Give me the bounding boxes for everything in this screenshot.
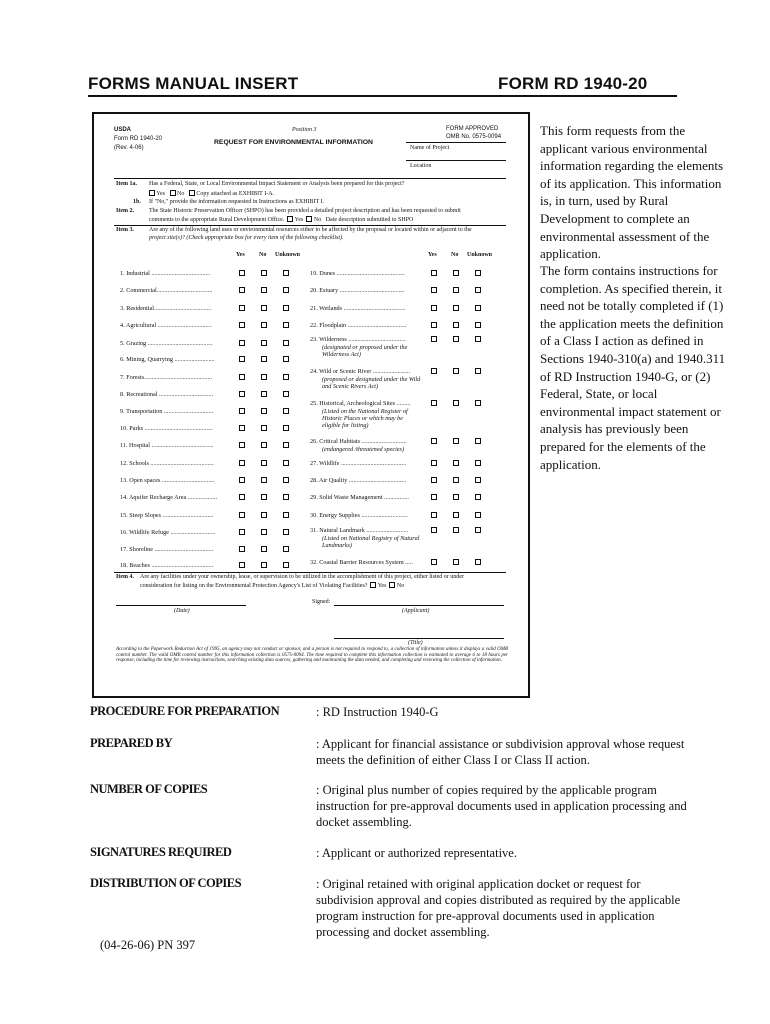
checklist-item-label: 14. Aquifer Recharge Area ................... <box>120 494 218 501</box>
yes-checkbox[interactable] <box>431 270 437 276</box>
unknown-checkbox[interactable] <box>475 477 481 483</box>
no-checkbox[interactable] <box>261 512 267 518</box>
title-line[interactable] <box>334 638 504 639</box>
no-checkbox[interactable] <box>261 287 267 293</box>
manual-title: FORMS MANUAL INSERT <box>88 74 299 93</box>
prepared-by-label: PREPARED BY <box>90 736 173 750</box>
unknown-checkbox[interactable] <box>475 368 481 374</box>
no-checkbox[interactable] <box>453 336 459 342</box>
item1a-copy-label: Copy attached as EXHIBIT I-A. <box>196 191 275 197</box>
unknown-checkbox[interactable] <box>475 559 481 565</box>
checklist-item-label: 13. Open spaces .................................. <box>120 477 215 484</box>
no-checkbox[interactable] <box>261 374 267 380</box>
applicant-caption: (Applicant) <box>402 608 430 614</box>
checklist-item-label: 25. Historical, Archeological Sites ......... <box>310 400 411 407</box>
checklist-item-note: (designated or proposed under the Wilderness Act) <box>322 344 408 358</box>
unknown-checkbox[interactable] <box>475 400 481 406</box>
date-line[interactable] <box>116 605 246 606</box>
checklist-item-label: 22. Floodplain ...................................... <box>310 322 407 329</box>
item1a-copy-checkbox[interactable] <box>189 190 195 196</box>
right-col-no: No <box>451 252 459 258</box>
omb-number: OMB No. 0575-0094 <box>446 134 502 140</box>
no-checkbox[interactable] <box>453 460 459 466</box>
checklist-item-label: 27. Wildlife .......................................... <box>310 460 407 467</box>
unknown-checkbox[interactable] <box>475 438 481 444</box>
item2-yes-label: Yes <box>294 217 304 223</box>
item4-label: Item 4. <box>116 574 134 580</box>
checklist-item-label: 3. Residential..................................... <box>120 305 212 312</box>
unknown-checkbox[interactable] <box>283 305 289 311</box>
form-position: Position 3 <box>292 127 317 133</box>
yes-checkbox[interactable] <box>239 287 245 293</box>
name-of-project-label: Name of Project <box>410 145 450 151</box>
item1a-text: Has a Federal, State, or Local Environmental Impact Statement or Analysis been prepared for this project? <box>149 181 405 187</box>
form-image <box>92 112 530 698</box>
checklist-item-label: 5. Grazing .......................................... <box>120 340 213 347</box>
no-checkbox[interactable] <box>453 494 459 500</box>
no-checkbox[interactable] <box>453 527 459 533</box>
checklist-item-label: 7. Forests............................................ <box>120 374 213 381</box>
yes-checkbox[interactable] <box>239 494 245 500</box>
distribution-value: : Original retained with original application docket or request for subdivision approval and copies distributed as required by the applicable program instruction for pre-approval documents used in application processing and docket assembling. <box>316 877 681 939</box>
yes-checkbox[interactable] <box>431 494 437 500</box>
signatures-required-value: : Applicant or authorized representative. <box>316 846 517 860</box>
no-checkbox[interactable] <box>453 368 459 374</box>
yes-checkbox[interactable] <box>431 287 437 293</box>
unknown-checkbox[interactable] <box>475 527 481 533</box>
procedure-value: : RD Instruction 1940-G <box>316 705 439 719</box>
form-agency: USDA <box>114 127 132 133</box>
yes-checkbox[interactable] <box>431 527 437 533</box>
number-of-copies-value: : Original plus number of copies required by the applicable program instruction for pre-approval documents used in application processing and docket assembling. <box>316 783 687 829</box>
checklist-item-label: 16. Wildlife Refuge ............................. <box>120 529 216 536</box>
checklist-item-label: 19. Dunes ............................................ <box>310 270 405 277</box>
yes-checkbox[interactable] <box>239 270 245 276</box>
no-checkbox[interactable] <box>261 442 267 448</box>
yes-checkbox[interactable] <box>239 477 245 483</box>
no-checkbox[interactable] <box>453 305 459 311</box>
yes-checkbox[interactable] <box>431 477 437 483</box>
left-col-unknown: Unknown <box>275 252 301 258</box>
yes-checkbox[interactable] <box>239 305 245 311</box>
yes-checkbox[interactable] <box>239 374 245 380</box>
unknown-checkbox[interactable] <box>283 391 289 397</box>
unknown-checkbox[interactable] <box>475 336 481 342</box>
right-col-unknown: Unknown <box>467 252 493 258</box>
checklist-item-label: 11. Hospital ........................................ <box>120 442 214 449</box>
yes-checkbox[interactable] <box>239 391 245 397</box>
no-checkbox[interactable] <box>453 400 459 406</box>
procedure-label: PROCEDURE FOR PREPARATION <box>90 704 280 718</box>
form-revision: (Rev. 4-06) <box>114 145 144 151</box>
form-approved: FORM APPROVED <box>446 126 499 132</box>
item4-text-line1: Are any facilities under your ownership, lease, or supervision to be utilized in the accomplishment of this project, either listed or under <box>140 574 464 580</box>
checklist-item-label: 2. Commercial.................................... <box>120 287 213 294</box>
yes-checkbox[interactable] <box>239 529 245 535</box>
footer-code: (04-26-06) PN 397 <box>100 938 196 952</box>
yes-checkbox[interactable] <box>239 425 245 431</box>
no-checkbox[interactable] <box>261 562 267 568</box>
checklist-item-label: 26. Critical Habitats ............................. <box>310 438 407 445</box>
unknown-checkbox[interactable] <box>475 322 481 328</box>
unknown-checkbox[interactable] <box>283 562 289 568</box>
date-caption: (Date) <box>174 608 190 614</box>
unknown-checkbox[interactable] <box>475 287 481 293</box>
unknown-checkbox[interactable] <box>283 270 289 276</box>
item1a-no-label: No <box>177 191 185 197</box>
title-caption: (Title) <box>408 640 423 646</box>
yes-checkbox[interactable] <box>431 322 437 328</box>
checklist-item-label: 1. Industrial ...................................... <box>120 270 211 277</box>
prepared-by-value: : Applicant for financial assistance or subdivision approval whose request meets the definition of either Class I or Class II action. <box>316 737 685 767</box>
yes-checkbox[interactable] <box>239 442 245 448</box>
item2-text-line2: comments to the appropriate Rural Development Office. <box>149 217 285 223</box>
no-checkbox[interactable] <box>453 287 459 293</box>
item3-text-line2: project site(s)? (Check appropriate box for every item of the following checklist). <box>149 235 344 241</box>
item2-text-line1: The State Historic Preservation Officer (SHPO) has been provided a detailed project description and has been requested to submit <box>149 208 461 214</box>
yes-checkbox[interactable] <box>239 512 245 518</box>
item2-no-checkbox[interactable] <box>306 216 312 222</box>
checklist-item-label: 30. Energy Supplies .............................. <box>310 512 408 519</box>
checklist-item-label: 24. Wild or Scenic River ........................ <box>310 368 410 375</box>
unknown-checkbox[interactable] <box>475 305 481 311</box>
unknown-checkbox[interactable] <box>283 442 289 448</box>
no-checkbox[interactable] <box>453 512 459 518</box>
no-checkbox[interactable] <box>261 529 267 535</box>
paperwork-notice: According to the Paperwork Reduction Act of 1995, an agency may not conduct or sponsor, and a person is not required to respond to, a collection of information unless it displays a valid OMB control number. The valid OMB control number for this information collection is 0575-0094. The time required to complete this information collection is estimated to average 6 to 18 hours per response, including the time for reviewing instructions, searching existing data sources, gathering and maintaining the data needed, and completing and reviewing the collection of information. <box>116 647 508 664</box>
unknown-checkbox[interactable] <box>475 270 481 276</box>
right-col-yes: Yes <box>428 252 437 258</box>
checklist-item-label: 10. Parks ............................................ <box>120 425 213 432</box>
checklist-item-label: 31. Natural Landmark ........................... <box>310 527 409 534</box>
item4-no-label: No <box>396 583 405 589</box>
unknown-checkbox[interactable] <box>283 546 289 552</box>
no-checkbox[interactable] <box>453 322 459 328</box>
number-of-copies-label: NUMBER OF COPIES <box>90 782 208 796</box>
no-checkbox[interactable] <box>261 322 267 328</box>
yes-checkbox[interactable] <box>431 512 437 518</box>
checklist-item-note: (Listed on the National Register of Historic Places or which may be eligible for listing) <box>322 408 408 429</box>
yes-checkbox[interactable] <box>431 368 437 374</box>
unknown-checkbox[interactable] <box>475 512 481 518</box>
item2-yes-checkbox[interactable] <box>287 216 293 222</box>
unknown-checkbox[interactable] <box>283 356 289 362</box>
no-checkbox[interactable] <box>453 477 459 483</box>
header-rule <box>88 95 677 97</box>
form-number: Form RD 1940-20 <box>114 136 163 142</box>
checklist-item-label: 32. Coastal Barrier Resources System ..... <box>310 559 413 566</box>
yes-checkbox[interactable] <box>431 438 437 444</box>
item2-date-label: Date description submitted to SHPO <box>325 217 414 223</box>
yes-checkbox[interactable] <box>431 336 437 342</box>
unknown-checkbox[interactable] <box>283 425 289 431</box>
item1a-label: Item 1a. <box>116 181 137 187</box>
checklist-item-note: (proposed or designated under the Wild and Scenic Rivers Act) <box>322 376 421 390</box>
left-col-no: No <box>259 252 267 258</box>
item4-yes-checkbox[interactable] <box>370 582 376 588</box>
no-checkbox[interactable] <box>261 546 267 552</box>
item1a-yes-checkbox[interactable] <box>149 190 155 196</box>
item2-no-label: No <box>313 217 322 223</box>
no-checkbox[interactable] <box>261 425 267 431</box>
left-col-yes: Yes <box>236 252 245 258</box>
no-checkbox[interactable] <box>453 270 459 276</box>
checklist-item-label: 23. Wilderness ..................................... <box>310 336 406 343</box>
checklist-item-note: (Listed on National Registry of Natural Landmarks) <box>322 535 420 549</box>
unknown-checkbox[interactable] <box>283 529 289 535</box>
unknown-checkbox[interactable] <box>283 340 289 346</box>
checklist-item-label: 21. Wetlands ........................................ <box>310 305 406 312</box>
sidebar-paragraph-1: This form requests from the applicant various environmental information regarding the elements of its application. This information is, in turn, used by Rural Development to complete an environmental assessment of the application. <box>540 123 724 262</box>
yes-checkbox[interactable] <box>431 460 437 466</box>
signed-label: Signed: <box>312 599 331 605</box>
no-checkbox[interactable] <box>453 438 459 444</box>
no-checkbox[interactable] <box>261 356 267 362</box>
location-label: Location <box>410 163 432 169</box>
yes-checkbox[interactable] <box>431 400 437 406</box>
unknown-checkbox[interactable] <box>475 460 481 466</box>
item3-label: Item 3. <box>116 227 134 233</box>
unknown-checkbox[interactable] <box>283 460 289 466</box>
unknown-checkbox[interactable] <box>283 494 289 500</box>
checklist-item-note: (endangered /threatened species) <box>322 446 405 453</box>
item1b-label: 1b. <box>133 199 141 205</box>
sidebar-paragraph-2: The form contains instructions for completion. As specified therein, it need not be totally completed if (1) the application meets the definition of a Class I action as defined in Sections 1940-310(a) and 1940.311 of RD Instruction 1940-G, or (2) Federal, State, or local environmental impact statement or analysis has previously been prepared for the elements of the application. <box>540 263 726 472</box>
item4-yes-label: Yes <box>377 583 387 589</box>
no-checkbox[interactable] <box>261 305 267 311</box>
checklist-item-label: 29. Solid Waste Management ................ <box>310 494 409 501</box>
yes-checkbox[interactable] <box>239 322 245 328</box>
checklist-item-label: 4. Agricultural ................................... <box>120 322 212 329</box>
unknown-checkbox[interactable] <box>283 408 289 414</box>
no-checkbox[interactable] <box>261 391 267 397</box>
item1a-no-checkbox[interactable] <box>170 190 176 196</box>
unknown-checkbox[interactable] <box>283 512 289 518</box>
checklist-item-label: 17. Shoreline ...................................... <box>120 546 214 553</box>
item1b-text: If "No," provide the information requested in Instructions as EXHIBIT I. <box>149 199 325 205</box>
applicant-signature-line[interactable] <box>334 605 504 606</box>
no-checkbox[interactable] <box>453 559 459 565</box>
checklist-item-label: 18. Beaches ........................................ <box>120 562 214 569</box>
yes-checkbox[interactable] <box>239 562 245 568</box>
no-checkbox[interactable] <box>261 494 267 500</box>
checklist-item-label: 6. Mining, Quarrying .......................... <box>120 356 215 363</box>
no-checkbox[interactable] <box>261 460 267 466</box>
checklist-item-label: 12. Schools ......................................... <box>120 460 214 467</box>
item2-label: Item 2. <box>116 208 134 214</box>
form-title: FORM RD 1940-20 <box>498 74 648 93</box>
item3-text-line1: Are any of the following land uses or environmental resources either to be affected by the proposal or located within or adjacent to the <box>149 227 472 233</box>
no-checkbox[interactable] <box>261 340 267 346</box>
yes-checkbox[interactable] <box>431 559 437 565</box>
item4-text-line2: consideration for listing on the Environmental Protection Agency's List of Violating Facilities? <box>140 583 368 589</box>
checklist-item-label: 15. Steep Slopes ................................. <box>120 512 214 519</box>
checklist-item-label: 9. Transportation ................................ <box>120 408 214 415</box>
unknown-checkbox[interactable] <box>283 322 289 328</box>
unknown-checkbox[interactable] <box>283 477 289 483</box>
checklist-item-label: 8. Recreational ................................... <box>120 391 214 398</box>
no-checkbox[interactable] <box>261 477 267 483</box>
yes-checkbox[interactable] <box>431 305 437 311</box>
yes-checkbox[interactable] <box>239 408 245 414</box>
form-heading: REQUEST FOR ENVIRONMENTAL INFORMATION <box>214 139 373 146</box>
item4-no-checkbox[interactable] <box>389 582 395 588</box>
no-checkbox[interactable] <box>261 408 267 414</box>
item1a-yes-label: Yes <box>156 191 166 197</box>
checklist-item-label: 20. Estuary .......................................... <box>310 287 405 294</box>
yes-checkbox[interactable] <box>239 460 245 466</box>
signatures-required-label: SIGNATURES REQUIRED <box>90 845 232 859</box>
unknown-checkbox[interactable] <box>283 287 289 293</box>
no-checkbox[interactable] <box>261 270 267 276</box>
yes-checkbox[interactable] <box>239 546 245 552</box>
unknown-checkbox[interactable] <box>475 494 481 500</box>
yes-checkbox[interactable] <box>239 340 245 346</box>
checklist-item-label: 28. Air Quality ..................................... <box>310 477 407 484</box>
distribution-label: DISTRIBUTION OF COPIES <box>90 876 242 890</box>
unknown-checkbox[interactable] <box>283 374 289 380</box>
yes-checkbox[interactable] <box>239 356 245 362</box>
